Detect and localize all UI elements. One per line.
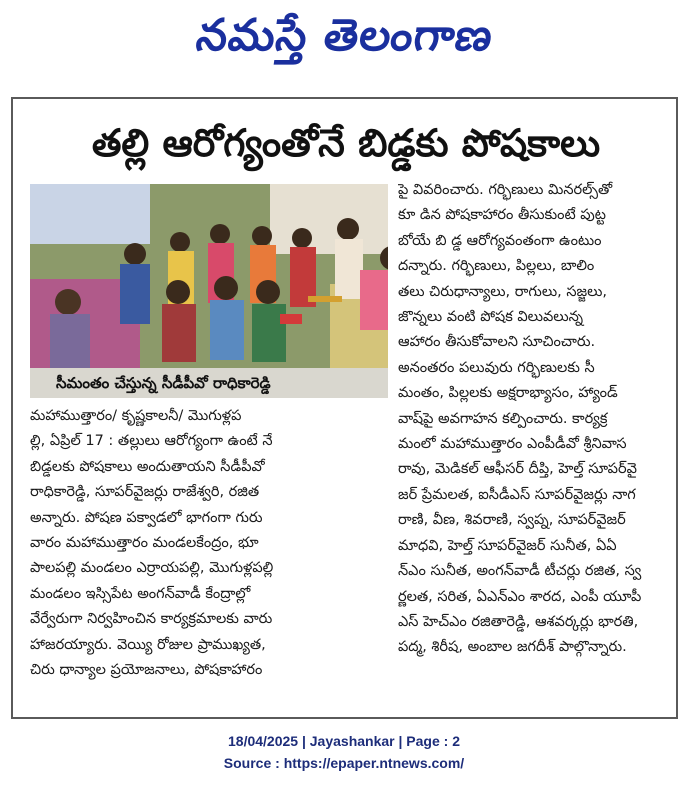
body-line: ర్ణలత, సరిత, ఏఎన్ఎం శారద, ఎంపీ యూపీ [398,588,642,605]
body-line: మంలో మహాముత్తారం ఎంపీడీవో శ్రీనివాస [398,436,627,453]
newspaper-masthead [0,0,688,82]
body-line: అనంతరం పలువురు గర్భిణులకు సీ [398,359,595,376]
article-headline: తల్లి ఆరోగ్యంతోనే బిడ్డకు పోషకాలు [91,121,601,165]
body-line: మహాముత్తారం/ కృష్ణకాలనీ/ మొగుళ్లప [30,408,242,424]
masthead-logo-text: నమస్తే తెలంగాణ [193,10,497,61]
footer-source-link[interactable]: Source : https://epaper.ntnews.com/ [223,755,465,771]
article-body-left-column [30,404,388,683]
body-line: రాధికారెడ్డి, సూపర్‌వైజర్లు రాజేశ్వరి, రజిత [30,484,260,501]
body-line: అన్నారు. పోషణ పక్వాడలో భాగంగా గురు [30,509,263,526]
body-line: రాణి, వీణ, శివరాణి, స్వప్న, సూపర్‌వైజర్ [398,512,626,529]
body-line: పై వివరించారు. గర్భిణులు మినరల్స్‌తో [398,182,613,198]
body-line: న్ఎం సునీత, అంగన్‌వాడీ టీచర్లు రజిత, స్వ [398,563,642,580]
body-line: వేర్వేరుగా నిర్వహించిన కార్యక్రమాలకు వారు [30,611,273,628]
body-line: ల్లి, ఏప్రిల్ 17 : తల్లులు ఆరోగ్యంగా ఉంటే నే [30,433,273,450]
body-line: రావు, మెడికల్ ఆఫీసర్ దీప్తి, హెల్త్ సూపర్‌వై [398,461,637,478]
body-line: పద్మ, శిరీష, అంబాల జగదీశ్ పాల్గొన్నారు. [398,639,627,656]
body-line: చిరు ధాన్యాల ప్రయోజనాలు, పోషకాహారం [30,662,263,679]
body-line: వారం మహాముత్తారం మండలకేంద్రం, భూ [30,535,259,552]
body-line: ఆహారం తీసుకోవాలని సూచించారు. [398,334,596,351]
body-line: బిడ్డలకు పోషకాలు అందుతాయని సీడీపీవో [30,458,265,475]
photo-caption: సీమంతం చేస్తున్న సీడీపీవో రాధికారెడ్డి [30,368,388,398]
body-line: హాజరయ్యారు. వెయ్యి రోజుల ప్రాముఖ్యత, [30,636,266,653]
body-line: తలు చిరుధాన్యాలు, రాగులు, సజ్జలు, [398,283,608,300]
body-line: వాష్‌పై అవగాహన కల్పించారు. కార్యక్ర [398,410,608,427]
body-line: కూ డిన పోషకాహారం తీసుకుంటే పుట్ట [398,207,606,224]
body-line: బోయే బి డ్డ ఆరోగ్యవంతంగా ఉంటుం [398,232,602,249]
body-line: మండలం ఇస్సిపేట అంగన్‌వాడీ కేంద్రాల్లో [30,585,251,602]
page-footer [0,730,688,774]
footer-edition-info: 18/04/2025 | Jayashankar | Page : 2 [228,733,460,749]
body-line: పాలపల్లి మండలం ఎర్రాయపల్లి, మొగుళ్లపల్లి [30,560,274,577]
body-line: దన్నారు. గర్భిణులు, పిల్లలు, బాలిం [398,258,595,275]
body-line: జర్ ప్రేమలత, ఐసీడీఎస్ సూపర్‌వైజర్లు నాగ [398,486,636,503]
article-photo [30,184,388,368]
body-line: మాధవి, హెల్త్ సూపర్‌వైజర్ సునీత, ఏఏ [398,537,617,554]
body-line: మంతం, పిల్లలకు అక్షరాభ్యాసం, హ్యాండ్ [398,385,618,402]
body-line: జొన్నలు వంటి పోషక విలువలున్న [398,309,584,326]
body-line: ఎస్ హెచ్ఎం రజితారెడ్డి, ఆశవర్కర్లు భారతి, [398,613,639,630]
article-body-right-column [398,178,666,661]
photo-illustration [30,184,388,368]
